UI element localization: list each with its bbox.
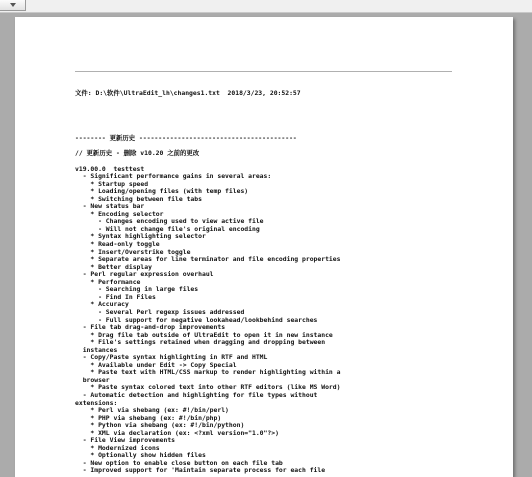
text-line: * Available under Edit -> Copy Special [75, 360, 237, 369]
text-line: - Improved support for 'Maintain separate process for each file [75, 466, 326, 475]
text-line: - Will not change file's original encoding [75, 224, 260, 233]
text-line: * Python via shebang (ex: #!/bin/python) [75, 421, 245, 430]
text-line: * Modernized icons [75, 443, 160, 452]
text-line: * PHP via shebang (ex: #!/bin/php) [75, 413, 222, 422]
text-line: * Read-only toggle [75, 240, 160, 249]
text-line [75, 113, 505, 121]
text-line: * Accuracy [75, 300, 129, 309]
text-line: - File tab drag-and-drop improvements [75, 323, 226, 332]
text-line: - Perl regular expression overhaul [75, 270, 214, 279]
text-line: * Performance [75, 277, 141, 286]
text-line: * Syntax highlighting selector [75, 232, 206, 241]
text-line: * Optionally show hidden files [75, 451, 206, 460]
text-line: - Copy/Paste syntax highlighting in RTF and HTML [75, 353, 268, 362]
text-line: * Perl via shebang (ex: #!/bin/perl) [75, 406, 229, 415]
preview-page [15, 17, 513, 477]
text-line: * File's settings retained when dragging and dropping between [75, 338, 326, 347]
text-line: - Find In Files [75, 292, 156, 301]
text-line: - File View improvements [75, 436, 176, 445]
text-line: * Paste text with HTML/CSS markup to render highlighting within a [75, 368, 341, 377]
text-line: instances [75, 345, 118, 354]
text-line: * XML via declaration (ex: <?xml version="1.0"?>) [75, 428, 279, 437]
text-line: v19.00.0 testtest [75, 164, 145, 173]
text-line: - New option to enable close button on each file tab [75, 458, 283, 467]
text-line: * Switching between file tabs [75, 194, 202, 203]
text-line: - Searching in large files [75, 285, 199, 294]
text-line: - Several Perl regexp issues addressed [75, 307, 245, 316]
text-line: - New status bar [75, 202, 145, 211]
text-line: * Separate areas for line terminator and file encoding properties [75, 255, 341, 264]
text-line: * Drag file tab outside of UltraEdit to open it in new instance [75, 330, 333, 339]
text-line: * Startup speed [75, 179, 149, 188]
text-line: browser [75, 375, 110, 384]
page-content [75, 75, 505, 477]
text-line: * Better display [75, 262, 152, 271]
text-line: * Insert/Overstrike toggle [75, 247, 191, 256]
text-line: - Automatic detection and highlighting for file types without [75, 390, 318, 399]
text-line: - Changes encoding used to view active file [75, 217, 264, 226]
print-preview-toolbar [0, 0, 532, 13]
toolbar-dropdown-button[interactable] [0, 0, 26, 11]
text-line: // 更新历史 - 删除 v10.20 之前的更改 [75, 149, 200, 158]
chevron-down-icon [10, 3, 16, 7]
text-line: -------- 更新历史 ----------------------------------------- [75, 134, 297, 143]
text-line: * Loading/opening files (with temp files) [75, 187, 249, 196]
page-header: 文件: D:\软件\UltraEdit_lh\changes1.txt 2018/3/23, 20:52:57 [75, 89, 301, 98]
text-line: - Full support for negative lookahead/lookbehind searches [75, 315, 318, 324]
text-line: * Encoding selector [75, 209, 164, 218]
header-separator [75, 71, 452, 72]
print-preview-area[interactable] [0, 13, 532, 475]
text-line: extensions: [75, 398, 118, 407]
text-lines [75, 135, 505, 475]
text-line: * Paste syntax colored text into other RTF editors (like MS Word) [75, 383, 341, 392]
text-line: - Significant performance gains in several areas: [75, 172, 272, 181]
